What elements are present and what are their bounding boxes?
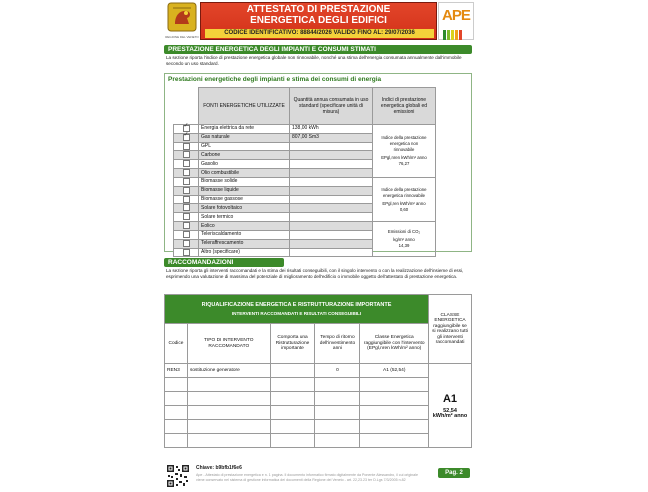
fuel-quantity: [290, 213, 373, 222]
fuel-checkbox[interactable]: [183, 240, 190, 247]
col-codice-header: Codice: [165, 324, 188, 364]
footer-text: Ape - Attestato di prestazione energetica e n. 1 pagina. Il documento informatico firmato digitalmente da Ponente Alessandro, il cui originale viene conservato nel sistema di gestione informatica dei documenti della Regione del Veneto - art. 22,23.23 ter D.Lgs 7/3/2005 n.82: [196, 473, 418, 482]
fuel-checkbox[interactable]: [183, 143, 190, 150]
indice-nren-cell: [373, 125, 436, 178]
rec-tipo: [187, 378, 270, 392]
fuel-checkbox[interactable]: [183, 249, 190, 256]
indice-nren-indice-nren-label2: energetica non: [389, 140, 419, 146]
document-key: Chiave: b9bfb1f6e6: [196, 465, 242, 471]
fuel-checkbox[interactable]: [183, 196, 190, 203]
rec-classe: [360, 434, 429, 448]
rec-codice: REN3: [165, 364, 188, 378]
title-line-1: ATTESTATO DI PRESTAZIONE: [246, 4, 391, 15]
recommendation-row: [165, 420, 472, 434]
fuel-quantity: [290, 230, 373, 239]
fuel-quantity: [290, 195, 373, 204]
fuel-quantity: [290, 142, 373, 151]
rec-comporta: [270, 392, 315, 406]
fuel-checkbox[interactable]: [183, 134, 190, 141]
indice-nren-indice-nren-value: 76,27: [398, 160, 410, 166]
col-comporta-header: Comporta una Ristrutturazione importante: [270, 324, 315, 364]
fuel-name: Teleriscaldamento: [199, 230, 290, 239]
rec-tipo: [187, 406, 270, 420]
rec-tempo: 0: [315, 364, 360, 378]
col-fonti-header: FONTI ENERGETICHE UTILIZZATE: [199, 88, 290, 125]
recommendation-row: [165, 392, 472, 406]
rec-tipo: [187, 434, 270, 448]
fuel-name: Solare fotovoltaico: [199, 204, 290, 213]
final-class-cell: [429, 364, 472, 448]
region-caption: REGIONE DEL VENETO: [165, 35, 199, 39]
fuel-quantity: [290, 160, 373, 169]
ape-logo: [438, 2, 474, 40]
indice-nren-indice-nren-label1: Indice della prestazione: [381, 134, 427, 140]
indice-ren-indice-ren-label1: Indice della prestazione: [381, 186, 427, 192]
fuel-name: Teleraffrescamento: [199, 239, 290, 248]
fuel-quantity: 138,00 kWh: [290, 125, 373, 134]
fuel-name: Energia elettrica da rete: [199, 125, 290, 134]
table-title-line-1: RIQUALIFICAZIONE ENERGETICA E RISTRUTTURAZIONE IMPORTANTE: [201, 302, 392, 308]
fuel-quantity: [290, 239, 373, 248]
rec-comporta: [270, 420, 315, 434]
indice-ren-indice-ren-label2: energetica rinnovabile: [382, 192, 426, 198]
fuel-name: Solare termico: [199, 213, 290, 222]
col-tempo-header: Tempo di ritorno dell'investimento anni: [315, 324, 360, 364]
recommendation-row: [165, 406, 472, 420]
col-quantita-header: Quantità annua consumata in uso standard (specificare unità di misura): [290, 88, 373, 125]
col-classe-tutti-header: CLASSE ENERGETICA raggiungibile se si realizzano tutti gli interventi raccomandati: [429, 295, 472, 364]
col-indici-header: Indici di prestazione energetica globali ed emissioni: [373, 88, 436, 125]
fuel-quantity: [290, 169, 373, 178]
fuel-checkbox[interactable]: [183, 204, 190, 211]
fuel-checkbox[interactable]: [183, 222, 190, 229]
recommendation-row: [165, 434, 472, 448]
rec-codice: [165, 434, 188, 448]
fuel-checkbox[interactable]: [183, 151, 190, 158]
section-description-raccomandazioni: La sezione riporta gli interventi raccomandati e la stima dei risultati conseguibili, con il singolo intervento o con la realizzazione dell'insieme di essi, esprimendo una valutazione di massima del potenziale di miglioramento dell'edificio o immobile oggetto dell'attestato di prestazione energetica.: [166, 268, 464, 279]
col-classe-header: Classe Energetica raggiungibile con l'intervento (EPgl,nren kWh/m² anno): [360, 324, 429, 364]
rec-classe: [360, 378, 429, 392]
fuel-quantity: 807,00 Sm3: [290, 133, 373, 142]
rec-codice: [165, 406, 188, 420]
identification-code: CODICE IDENTIFICATIVO: 88844/2026 VALIDO FINO AL: 29/07/2036: [205, 29, 434, 38]
fuel-quantity: [290, 248, 373, 257]
final-class-unit: kWh/m² anno: [432, 413, 468, 419]
title-banner: [200, 2, 437, 40]
rec-tempo: [315, 392, 360, 406]
indice-nren-indice-nren-label3: rinnovabile: [393, 146, 415, 152]
col-tipo-header: TIPO DI INTERVENTO RACCOMANDATO: [187, 324, 270, 364]
emissioni-co2-cell: [373, 222, 436, 257]
rec-comporta: [270, 434, 315, 448]
rec-tipo: [187, 392, 270, 406]
fuel-quantity: [290, 222, 373, 231]
emissioni-co2-emissioni-unit: kg/m² anno: [393, 237, 415, 243]
emissioni-co2-emissioni-label: Emissioni di CO₂: [387, 229, 421, 235]
section-title-consumi: PRESTAZIONE ENERGETICA DEGLI IMPIANTI E CONSUMI STIMATI: [164, 45, 472, 54]
fuel-name: Carbone: [199, 151, 290, 160]
rec-codice: [165, 392, 188, 406]
consumi-box: [164, 73, 472, 255]
fuel-quantity: [290, 177, 373, 186]
table-title-line-2: INTERVENTI RACCOMANDATI E RISULTATI CONSEGUIBILI: [231, 311, 362, 316]
rec-comporta: [270, 406, 315, 420]
section-description-consumi: La sezione riporta l'indice di prestazione energetica globale non rinnovabile, nonché una stima dell'energia consumata annualmente dall'immobile secondo un uso standard.: [166, 55, 462, 66]
page-footer: [162, 464, 474, 488]
qr-code-icon: [166, 464, 190, 488]
rec-tipo: sostituzione generatore: [187, 364, 270, 378]
page-number: Pag. 2: [438, 468, 470, 478]
fuel-quantity: [290, 204, 373, 213]
indice-ren-indice-ren-value: 0,60: [399, 206, 409, 212]
rec-tipo: [187, 420, 270, 434]
fuel-name: Biomasse liquide: [199, 186, 290, 195]
fuel-row: [174, 177, 436, 186]
recommendation-row: [165, 378, 472, 392]
fuel-checkbox[interactable]: [183, 213, 190, 220]
rec-codice: [165, 378, 188, 392]
document-page: [162, 2, 474, 488]
title-line-2: ENERGETICA DEGLI EDIFICI: [250, 15, 387, 26]
fuel-checkbox[interactable]: [183, 169, 190, 176]
rec-tempo: [315, 420, 360, 434]
fuel-name: Eolico: [199, 222, 290, 231]
fuel-name: Biomasse solide: [199, 177, 290, 186]
fuel-name: Gasolio: [199, 160, 290, 169]
box-title: Prestazioni energetiche degli impianti e stima dei consumi di energia: [168, 76, 382, 83]
fuel-quantity: [290, 151, 373, 160]
recommendations-table: [164, 294, 472, 448]
ape-logo-text: APE: [442, 7, 470, 24]
emissioni-co2-emissioni-value: 14,39: [398, 243, 410, 249]
rec-classe: [360, 406, 429, 420]
rec-classe: [360, 420, 429, 434]
fuel-checkbox[interactable]: [183, 231, 190, 238]
indice-nren-indice-nren-unit: EPgl,nren kWh/m² anno: [381, 154, 427, 160]
rec-tempo: [315, 378, 360, 392]
energy-bars-icon: [443, 27, 471, 37]
fuel-name: GPL: [199, 142, 290, 151]
fuel-checkbox[interactable]: [183, 160, 190, 167]
fuel-quantity: [290, 186, 373, 195]
fuel-name: Biomasse gassose: [199, 195, 290, 204]
region-logo: [164, 2, 200, 36]
fuel-name: Gas naturale: [199, 133, 290, 142]
rec-tempo: [315, 406, 360, 420]
energy-sources-table: [173, 87, 436, 257]
fuel-checkbox[interactable]: [183, 178, 190, 185]
final-class-label: A1: [442, 392, 458, 405]
lion-emblem-icon: [167, 2, 197, 32]
rec-codice: [165, 420, 188, 434]
recommendation-row: [165, 364, 472, 378]
rec-tempo: [315, 434, 360, 448]
final-class-value: 52,54: [443, 407, 457, 414]
rec-comporta: [270, 364, 315, 378]
fuel-row: [174, 222, 436, 231]
rec-classe: [360, 392, 429, 406]
indice-ren-indice-ren-unit: EPgl,ren kWh/m² anno: [382, 200, 426, 206]
fuel-name: Olio combustibile: [199, 169, 290, 178]
rec-comporta: [270, 378, 315, 392]
indice-ren-cell: [373, 177, 436, 221]
recommendations-table-title: [165, 295, 429, 324]
rec-classe: A1 (52,54): [360, 364, 429, 378]
section-title-raccomandazioni: RACCOMANDAZIONI: [164, 258, 284, 267]
fuel-row: [174, 125, 436, 134]
fuel-checkbox[interactable]: [183, 187, 190, 194]
fuel-name: Altro (specificare): [199, 248, 290, 257]
